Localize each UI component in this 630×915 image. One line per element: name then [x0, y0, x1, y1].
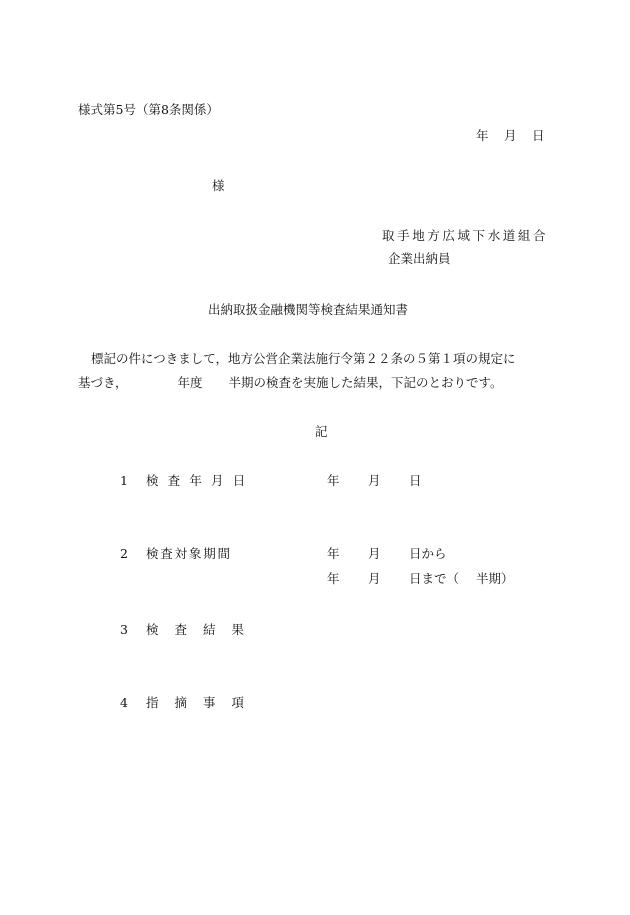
item-label: 指 摘 事 項	[146, 695, 250, 710]
period-to-half: 半期）	[476, 571, 514, 586]
period-to-day: 日まで（	[409, 571, 460, 586]
item-label: 検 査 年 月 日	[146, 473, 248, 488]
period-from-year: 年	[327, 546, 340, 561]
body-line-2-end: 半期の検査を実施した結果，下記のとおりです。	[228, 375, 503, 390]
period-from-day: 日から	[409, 546, 447, 561]
issuer-title: 企業出納員	[388, 251, 451, 266]
item-label: 検 査 結 果	[146, 622, 250, 637]
body-line-1: 標記の件につきまして，地方公営企業法施行令第２２条の５第１項の規定に	[91, 351, 516, 366]
issuer-organization: 取手地方広域下水道組合	[382, 228, 549, 243]
item-number: 2	[120, 546, 128, 561]
period-from-month: 月	[368, 546, 381, 561]
body-fiscal-year: 年度	[177, 375, 203, 390]
item-number: 4	[120, 695, 128, 710]
item-label: 検査対象期間	[146, 546, 232, 561]
item-day: 日	[409, 473, 422, 488]
item-number: 1	[120, 473, 128, 488]
period-to-month: 月	[368, 571, 381, 586]
period-to-year: 年	[327, 571, 340, 586]
item-month: 月	[368, 473, 381, 488]
date-day: 日	[532, 128, 545, 143]
body-line-2-start: 基づき，	[78, 375, 128, 390]
body-line-2	[78, 375, 503, 391]
ki-heading: 記	[315, 424, 328, 439]
addressee-suffix: 様	[212, 178, 225, 193]
date-year: 年	[476, 128, 489, 143]
item-number: 3	[120, 622, 128, 637]
form-number: 様式第5号（第8条関係）	[78, 102, 219, 117]
date-month: 月	[504, 128, 517, 143]
document-title: 出納取扱金融機関等検査結果通知書	[208, 302, 409, 317]
item-year: 年	[327, 473, 340, 488]
